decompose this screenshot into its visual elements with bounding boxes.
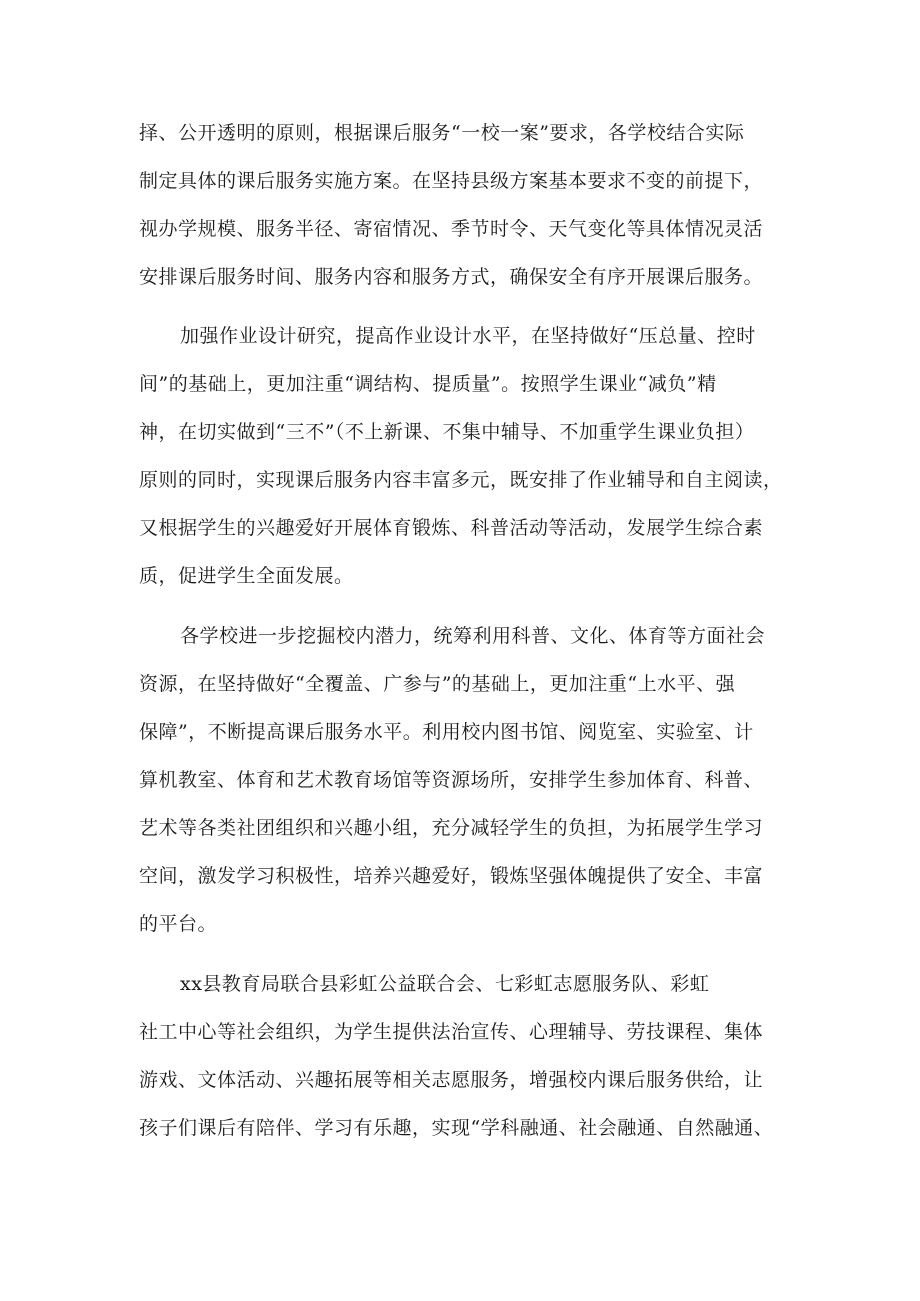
- text-line: 神，在切实做到“三不”（不上新课、不集中辅导、不加重学生课业负担）: [139, 421, 755, 443]
- text-line: 孩子们课后有陪伴、学习有乐趣，实现“学科融通、社会融通、自然融通、: [139, 1117, 774, 1139]
- text-line: 社工中心等社会组织，为学生提供法治宣传、心理辅导、劳技课程、集体: [139, 1021, 764, 1043]
- text-line: 游戏、文体活动、兴趣拓展等相关志愿服务，增强校内课后服务供给，让: [139, 1069, 764, 1091]
- text-line: 制定具体的课后服务实施方案。在坚持县级方案基本要求不变的前提下，: [139, 170, 764, 192]
- text-line: 质，促进学生全面发展。: [139, 565, 354, 587]
- text-line: 间”的基础上，更加注重“调结构、提质量”。按照学生课业“减负”精: [139, 373, 717, 395]
- text-line: 资源，在坚持做好“全覆盖、广参与”的基础上，更加注重“上水平、强: [139, 673, 736, 695]
- text-line: 又根据学生的兴趣爱好开展体育锻炼、科普活动等活动，发展学生综合素: [139, 517, 764, 539]
- text-line: 安排课后服务时间、服务内容和服务方式，确保安全有序开展课后服务。: [139, 266, 764, 288]
- text-line: 艺术等各类社团组织和兴趣小组，充分减轻学生的负担，为拓展学生学习: [139, 817, 764, 839]
- paragraph-first-line: 各学校进一步挖掘校内潜力，统筹利用科普、文化、体育等方面社会: [180, 625, 766, 647]
- text-line: 择、公开透明的原则，根据课后服务“一校一案”要求，各学校结合实际: [139, 122, 745, 144]
- text-line: 的平台。: [139, 913, 218, 935]
- text-line: 算机教室、体育和艺术教育场馆等资源场所，安排学生参加体育、科普、: [139, 769, 764, 791]
- text-line: 视办学规模、服务半径、寄宿情况、季节时令、天气变化等具体情况灵活: [139, 218, 764, 240]
- text-line: 原则的同时，实现课后服务内容丰富多元，既安排了作业辅导和自主阅读，: [139, 469, 783, 491]
- paragraph-first-line: xx县教育局联合县彩虹公益联合会、七彩虹志愿服务队、彩虹: [180, 973, 710, 995]
- text-line: 空间，激发学习积极性，培养兴趣爱好，锻炼坚强体魄提供了安全、丰富: [139, 865, 764, 887]
- text-line: 保障”，不断提高课后服务水平。利用校内图书馆、阅览室、实验室、计: [139, 721, 754, 743]
- paragraph-first-line: 加强作业设计研究，提高作业设计水平，在坚持做好“压总量、控时: [180, 325, 756, 347]
